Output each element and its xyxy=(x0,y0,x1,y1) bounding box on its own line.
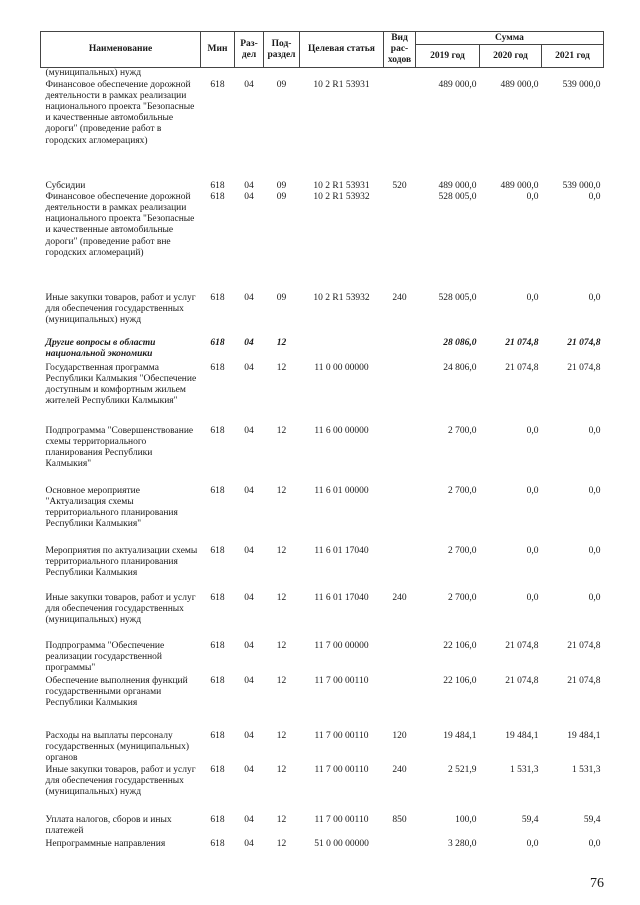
header-2019: 2019 год xyxy=(416,45,480,68)
cell-2019: 2 700,0 xyxy=(448,592,477,603)
cell-2020: 21 074,8 xyxy=(505,362,539,373)
cell-2021: 1 531,3 xyxy=(572,764,601,775)
cell-vid xyxy=(384,363,416,426)
cell-target xyxy=(300,68,384,80)
table-row xyxy=(41,68,604,80)
cell-podrazdel: 12 xyxy=(276,485,287,496)
cell-target: 51 0 00 00000 xyxy=(314,838,369,849)
cell-podrazdel xyxy=(264,68,300,80)
cell-razdel: 04 xyxy=(244,191,254,202)
cell-min: 618 xyxy=(210,292,225,303)
cell-2019: 2 700,0 xyxy=(448,485,477,496)
cell-min: 618 xyxy=(210,425,225,436)
cell-2019 xyxy=(416,68,480,80)
cell-min: 618 xyxy=(210,79,225,90)
cell-min: 618 xyxy=(210,640,225,651)
cell-name: Подпрограмма "Совершенствование схемы территориального планирования Республики Калмыкия" xyxy=(45,425,194,470)
cell-min: 618 xyxy=(210,337,225,348)
cell-2021: 539 000,0 xyxy=(562,79,601,90)
cell-podrazdel: 09 xyxy=(276,79,287,90)
cell-target: 11 7 00 00110 xyxy=(314,675,369,686)
cell-2021: 59,4 xyxy=(583,814,601,825)
cell-vid: 240 xyxy=(392,292,407,303)
cell-podrazdel: 12 xyxy=(276,730,287,741)
cell-2020: 0,0 xyxy=(526,838,539,849)
cell-target: 11 7 00 00110 xyxy=(314,730,369,741)
cell-razdel: 04 xyxy=(244,485,254,496)
cell-podrazdel: 12 xyxy=(276,764,287,775)
cell-name: Подпрограмма "Обеспечение реализации государственной программы" xyxy=(45,640,165,674)
cell-2019: 28 086,0 xyxy=(443,337,477,348)
cell-2021: 0,0 xyxy=(588,592,601,603)
cell-razdel: 04 xyxy=(244,292,254,303)
table-row xyxy=(41,641,604,676)
cell-razdel: 04 xyxy=(244,362,254,373)
cell-min: 618 xyxy=(210,191,225,202)
cell-2019: 2 521,9 xyxy=(448,764,477,775)
cell-2021: 0,0 xyxy=(588,485,601,496)
cell-name: Расходы на выплаты персоналу государственных (муниципальных) органов xyxy=(45,730,189,764)
cell-target: 11 6 00 00000 xyxy=(314,425,369,436)
cell-vid: 520 xyxy=(392,180,407,191)
cell-target: 11 6 01 00000 xyxy=(314,485,369,496)
cell-2019: 528 005,0 xyxy=(438,191,477,202)
table-row xyxy=(41,765,604,815)
cell-2019: 489 000,0 xyxy=(438,79,477,90)
cell-razdel: 04 xyxy=(244,180,254,191)
cell-2020: 1 531,3 xyxy=(510,764,539,775)
table-row xyxy=(41,426,604,486)
cell-2020: 0,0 xyxy=(526,545,539,556)
cell-min: 618 xyxy=(210,675,225,686)
cell-2020: 21 074,8 xyxy=(505,337,539,348)
cell-vid: 120 xyxy=(392,730,407,741)
cell-podrazdel: 12 xyxy=(276,675,287,686)
cell-target: 11 0 00 00000 xyxy=(314,362,369,373)
header-vid: Вид рас-ходов xyxy=(384,32,416,68)
cell-target: 10 2 R1 53931 xyxy=(313,79,370,90)
cell-vid: 850 xyxy=(392,814,407,825)
cell-podrazdel: 12 xyxy=(276,640,287,651)
cell-target xyxy=(300,338,384,363)
cell-2021: 0,0 xyxy=(588,545,601,556)
cell-target: 11 6 01 17040 xyxy=(314,545,369,556)
cell-target: 10 2 R1 53931 xyxy=(313,180,370,191)
cell-vid xyxy=(384,641,416,676)
cell-podrazdel: 12 xyxy=(276,838,287,849)
cell-2020: 59,4 xyxy=(521,814,539,825)
cell-2019: 2 700,0 xyxy=(448,545,477,556)
cell-podrazdel: 09 xyxy=(276,191,287,202)
table-row xyxy=(41,293,604,338)
table-row xyxy=(41,546,604,593)
cell-razdel: 04 xyxy=(244,425,254,436)
header-target: Целевая статья xyxy=(300,32,384,68)
cell-2020: 0,0 xyxy=(526,292,539,303)
cell-min: 618 xyxy=(210,180,225,191)
cell-2020 xyxy=(480,68,542,80)
cell-vid xyxy=(384,546,416,593)
cell-vid xyxy=(384,839,416,853)
cell-2020: 19 484,1 xyxy=(505,730,539,741)
cell-name: Государственная программа Республики Калмыкия "Обеспечение доступным и комфортным жильем жителей Республики Калмыкия" xyxy=(45,362,197,407)
cell-podrazdel: 09 xyxy=(276,180,287,191)
cell-razdel: 04 xyxy=(244,675,254,686)
cell-razdel: 04 xyxy=(244,640,254,651)
cell-podrazdel: 09 xyxy=(276,292,287,303)
table-header xyxy=(41,32,604,68)
table-row xyxy=(41,593,604,641)
cell-podrazdel: 12 xyxy=(276,545,287,556)
cell-vid xyxy=(384,80,416,181)
cell-2019: 22 106,0 xyxy=(443,675,477,686)
cell-podrazdel: 12 xyxy=(276,814,287,825)
cell-2020: 21 074,8 xyxy=(505,675,539,686)
cell-razdel: 04 xyxy=(244,545,254,556)
cell-name: Другие вопросы в области национальной экономики xyxy=(45,337,156,359)
cell-2021: 0,0 xyxy=(588,191,601,202)
cell-2019: 2 700,0 xyxy=(448,425,477,436)
cell-razdel: 04 xyxy=(244,592,254,603)
cell-razdel: 04 xyxy=(244,764,254,775)
table-row xyxy=(41,363,604,426)
table-row xyxy=(41,80,604,181)
header-2020: 2020 год xyxy=(480,45,542,68)
cell-razdel xyxy=(235,68,264,80)
cell-2019: 528 005,0 xyxy=(438,292,477,303)
cell-name: Иные закупки товаров, работ и услуг для обеспечения государственных (муниципальных) нужд xyxy=(45,292,196,326)
cell-min: 618 xyxy=(210,545,225,556)
cell-target: 11 7 00 00000 xyxy=(314,640,369,651)
cell-2021: 21 074,8 xyxy=(567,362,601,373)
header-razdel: Раз-дел xyxy=(235,32,264,68)
cell-name: Обеспечение выполнения функций государственными органами Республики Калмыкия xyxy=(45,675,188,709)
cell-name: Иные закупки товаров, работ и услуг для обеспечения государственных (муниципальных) нужд xyxy=(45,592,196,626)
table-body xyxy=(41,68,604,853)
cell-podrazdel: 12 xyxy=(276,337,287,348)
cell-vid xyxy=(384,676,416,731)
cell-2020: 0,0 xyxy=(526,425,539,436)
cell-2021: 539 000,0 xyxy=(562,180,601,191)
cell-name: Субсидии xyxy=(45,180,86,191)
cell-vid xyxy=(384,192,416,293)
cell-vid xyxy=(384,486,416,546)
header-sum: Сумма xyxy=(416,32,604,45)
cell-name: Иные закупки товаров, работ и услуг для обеспечения государственных (муниципальных) нужд xyxy=(45,764,196,798)
cell-2021: 0,0 xyxy=(588,838,601,849)
cell-2019: 24 806,0 xyxy=(443,362,477,373)
cell-target: 10 2 R1 53932 xyxy=(313,191,370,202)
cell-name: Непрограммные направления xyxy=(45,838,166,849)
cell-vid: 240 xyxy=(392,592,407,603)
cell-vid xyxy=(384,426,416,486)
page-number: 76 xyxy=(590,876,604,891)
cell-name: Уплата налогов, сборов и иных платежей xyxy=(45,814,172,836)
cell-2021 xyxy=(542,68,604,80)
header-min: Мин xyxy=(201,32,235,68)
cell-razdel: 04 xyxy=(244,838,254,849)
cell-2021: 19 484,1 xyxy=(567,730,601,741)
cell-2021: 21 074,8 xyxy=(567,640,601,651)
cell-podrazdel: 12 xyxy=(276,425,287,436)
budget-table xyxy=(40,31,604,853)
cell-2021: 21 074,8 xyxy=(567,675,601,686)
table-row xyxy=(41,486,604,546)
cell-podrazdel: 12 xyxy=(276,362,287,373)
cell-target: 10 2 R1 53932 xyxy=(313,292,370,303)
cell-razdel: 04 xyxy=(244,730,254,741)
cell-min: 618 xyxy=(210,362,225,373)
cell-2021: 0,0 xyxy=(588,292,601,303)
header-name: Наименование xyxy=(41,32,201,68)
cell-target: 11 7 00 00110 xyxy=(314,814,369,825)
table-row xyxy=(41,192,604,293)
cell-name: Основное мероприятие "Актуализация схемы территориального планирования Республики Калмыкия" xyxy=(45,485,178,530)
cell-vid xyxy=(384,68,416,80)
cell-vid xyxy=(384,338,416,363)
cell-min: 618 xyxy=(210,764,225,775)
cell-razdel: 04 xyxy=(244,337,254,348)
cell-2021: 0,0 xyxy=(588,425,601,436)
cell-podrazdel: 12 xyxy=(276,592,287,603)
cell-2020: 0,0 xyxy=(526,485,539,496)
header-2021: 2021 год xyxy=(542,45,604,68)
table-row xyxy=(41,839,604,853)
cell-2021: 21 074,8 xyxy=(567,337,601,348)
cell-vid: 240 xyxy=(392,764,407,775)
cell-min: 618 xyxy=(210,592,225,603)
table-row xyxy=(41,731,604,765)
cell-2020: 21 074,8 xyxy=(505,640,539,651)
cell-name: (муниципальных) нужд xyxy=(45,68,142,78)
cell-2020: 489 000,0 xyxy=(500,180,539,191)
cell-2019: 19 484,1 xyxy=(443,730,477,741)
cell-2020: 489 000,0 xyxy=(500,79,539,90)
cell-min xyxy=(201,68,235,80)
cell-min: 618 xyxy=(210,485,225,496)
cell-name: Мероприятия по актуализации схемы территориального планирования Республики Калмыкия xyxy=(45,545,198,579)
cell-min: 618 xyxy=(210,838,225,849)
table-row xyxy=(41,676,604,731)
table-row xyxy=(41,181,604,192)
table-row xyxy=(41,338,604,363)
cell-name: Финансовое обеспечение дорожной деятельности в рамках реализации национального проекта "Безопасные и качественные автомобильные дороги" (проведение работ вне городских агломераций) xyxy=(45,191,195,258)
cell-target: 11 7 00 00110 xyxy=(314,764,369,775)
cell-razdel: 04 xyxy=(244,79,254,90)
cell-2019: 3 280,0 xyxy=(448,838,477,849)
cell-2020: 0,0 xyxy=(526,592,539,603)
header-podrazdel: Под-раздел xyxy=(264,32,300,68)
cell-min: 618 xyxy=(210,814,225,825)
cell-2019: 100,0 xyxy=(455,814,477,825)
table-row xyxy=(41,815,604,839)
cell-name: Финансовое обеспечение дорожной деятельности в рамках реализации национального проекта "Безопасные и качественные автомобильные дороги" (проведение работ в городских агломерациях) xyxy=(45,79,195,146)
cell-razdel: 04 xyxy=(244,814,254,825)
cell-2019: 22 106,0 xyxy=(443,640,477,651)
cell-target: 11 6 01 17040 xyxy=(314,592,369,603)
cell-2020: 0,0 xyxy=(526,191,539,202)
cell-2019: 489 000,0 xyxy=(438,180,477,191)
cell-min: 618 xyxy=(210,730,225,741)
